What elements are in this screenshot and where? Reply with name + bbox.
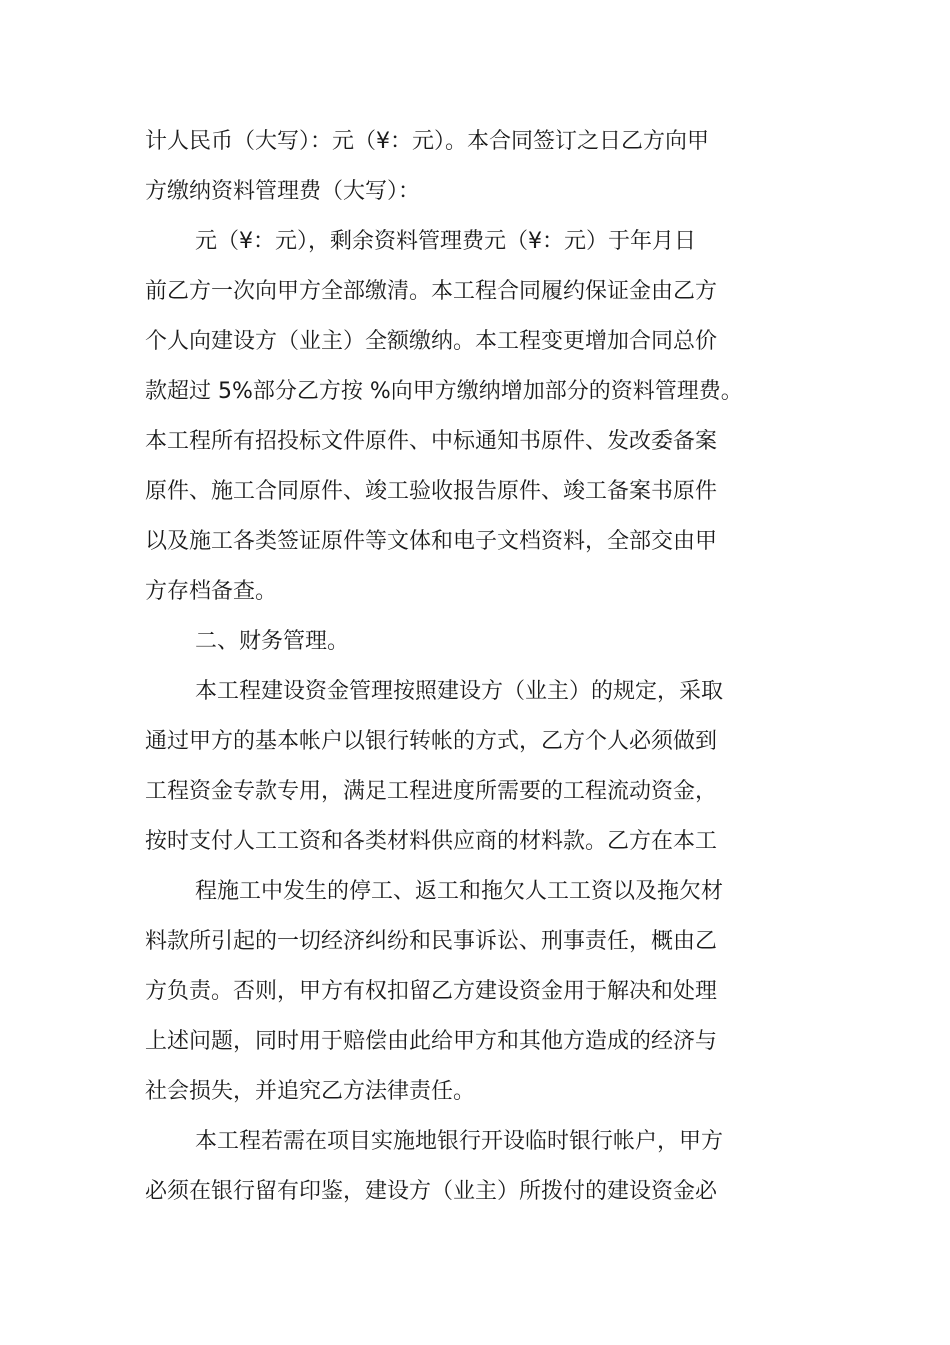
text-line: 工程资金专款专用，满足工程进度所需要的工程流动资金， [145,779,718,804]
text-line: 程施工中发生的停工、返工和拖欠人工工资以及拖欠材 [195,879,724,904]
text-line: 原件、施工合同原件、竣工验收报告原件、竣工备案书原件 [145,479,718,504]
text-line: 按时支付人工工资和各类材料供应商的材料款。乙方在本工 [145,829,718,854]
text-line: 本工程建设资金管理按照建设方（业主）的规定，采取 [195,679,724,704]
text-line: 社会损失，并追究乙方法律责任。 [145,1079,476,1104]
text-line: 方缴纳资料管理费（大写）： [145,179,421,204]
text-line: 料款所引起的一切经济纠纷和民事诉讼、刑事责任，概由乙 [145,929,718,954]
text-line: 计人民币（大写）：元（¥：元）。本合同签订之日乙方向甲 [145,129,709,154]
section-heading: 二、财务管理。 [195,629,350,654]
text-line: 上述问题，同时用于赔偿由此给甲方和其他方造成的经济与 [145,1029,718,1054]
document-body [0,117,950,1217]
text-line: 前乙方一次向甲方全部缴清。本工程合同履约保证金由乙方 [145,279,718,304]
text-line: 方负责。否则，甲方有权扣留乙方建设资金用于解决和处理 [145,979,718,1004]
text-line: 个人向建设方（业主）全额缴纳。本工程变更增加合同总价 [145,329,718,354]
text-line: 元（¥：元），剩余资料管理费元（¥：元）于年月日 [195,229,696,254]
text-line: 本工程若需在项目实施地银行开设临时银行帐户，甲方 [195,1129,724,1154]
text-line: 以及施工各类签证原件等文体和电子文档资料，全部交由甲 [145,529,718,554]
text-line: 必须在银行留有印鉴，建设方（业主）所拨付的建设资金必 [145,1179,718,1204]
text-line: 方存档备查。 [145,579,278,604]
text-line: 本工程所有招投标文件原件、中标通知书原件、发改委备案 [145,429,718,454]
text-line: 款超过 5%部分乙方按 %向甲方缴纳增加部分的资料管理费。 [145,379,743,404]
text-line: 通过甲方的基本帐户以银行转帐的方式，乙方个人必须做到 [145,729,718,754]
